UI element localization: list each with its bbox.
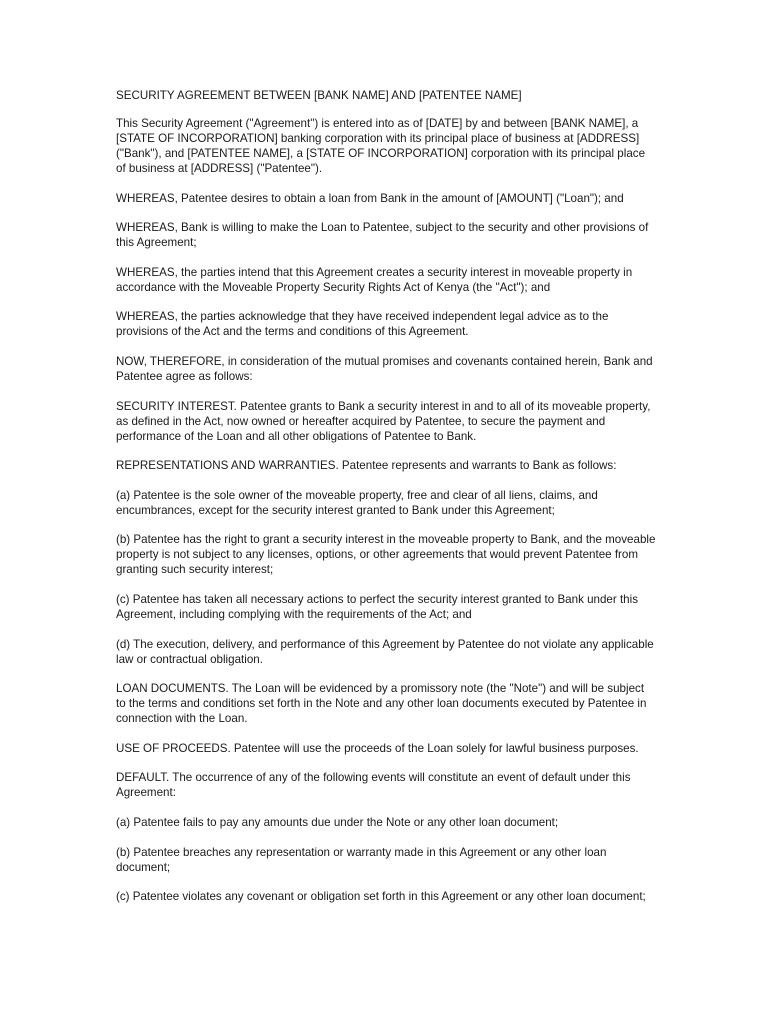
paragraph-preamble: This Security Agreement ("Agreement") is entered into as of [DATE] by and between [BANK NAME], a [STATE OF INCORPORATION] banking corporation with its principal place of business at [ADDRESS] ("Bank"), and [PATENTEE NAME], a [STATE OF INCORPORATION] corporation with its principal place of business at [ADDRESS] ("Patentee").: [116, 117, 646, 175]
paragraph-whereas-security-interest: WHEREAS, the parties intend that this Agreement creates a security interest in moveable property in accordance with the Moveable Property Security Rights Act of Kenya (the "Act"); and: [116, 265, 633, 294]
paragraph-rep-d: (d) The execution, delivery, and performance of this Agreement by Patentee do not violate any applicable law or contractual obligation.: [116, 637, 654, 666]
paragraph-whereas-loan: WHEREAS, Patentee desires to obtain a loan from Bank in the amount of [AMOUNT] ("Loan"); and: [116, 191, 624, 205]
paragraph-use-of-proceeds: USE OF PROCEEDS. Patentee will use the proceeds of the Loan solely for lawful business purposes.: [116, 741, 639, 755]
paragraph-default-c: (c) Patentee violates any covenant or obligation set forth in this Agreement or any other loan document;: [116, 890, 646, 904]
paragraph-now-therefore: NOW, THEREFORE, in consideration of the mutual promises and covenants contained herein, Bank and Patentee agree as follows:: [116, 354, 653, 383]
paragraph-rep-a: (a) Patentee is the sole owner of the moveable property, free and clear of all liens, claims, and encumbrances, except for the security interest granted to Bank under this Agreement;: [116, 488, 598, 517]
paragraph-representations: REPRESENTATIONS AND WARRANTIES. Patentee represents and warrants to Bank as follows:: [116, 459, 617, 473]
paragraph-whereas-bank-willing: WHEREAS, Bank is willing to make the Loan to Patentee, subject to the security and other provisions of this Agreement;: [116, 221, 649, 250]
paragraph-loan-documents: LOAN DOCUMENTS. The Loan will be evidenced by a promissory note (the "Note") and will be subject to the terms and conditions set forth in the Note and any other loan documents executed by Patentee in connection with the Loan.: [116, 682, 647, 726]
paragraph-whereas-legal-advice: WHEREAS, the parties acknowledge that they have received independent legal advice as to the provisions of the Act and the terms and conditions of this Agreement.: [116, 310, 609, 339]
paragraph-security-interest: SECURITY INTEREST. Patentee grants to Bank a security interest in and to all of its moveable property, as defined in the Act, now owned or hereafter acquired by Patentee, to secure the payment and performance of the Loan and all other obligations of Patentee to Bank.: [116, 399, 651, 443]
paragraph-default: DEFAULT. The occurrence of any of the following events will constitute an event of default under this Agreement:: [116, 771, 631, 800]
paragraph-default-a: (a) Patentee fails to pay any amounts due under the Note or any other loan document;: [116, 815, 559, 829]
document-body: [116, 88, 656, 919]
paragraph-default-b: (b) Patentee breaches any representation or warranty made in this Agreement or any other loan document;: [116, 845, 607, 874]
paragraph-rep-c: (c) Patentee has taken all necessary actions to perfect the security interest granted to Bank under this Agreement, including complying with the requirements of the Act; and: [116, 592, 639, 621]
document-title: SECURITY AGREEMENT BETWEEN [BANK NAME] AND [PATENTEE NAME]: [116, 89, 522, 102]
paragraph-rep-b: (b) Patentee has the right to grant a security interest in the moveable property to Bank, and the moveable property is not subject to any licenses, options, or other agreements that would prevent Patentee from granting such security interest;: [116, 533, 656, 577]
